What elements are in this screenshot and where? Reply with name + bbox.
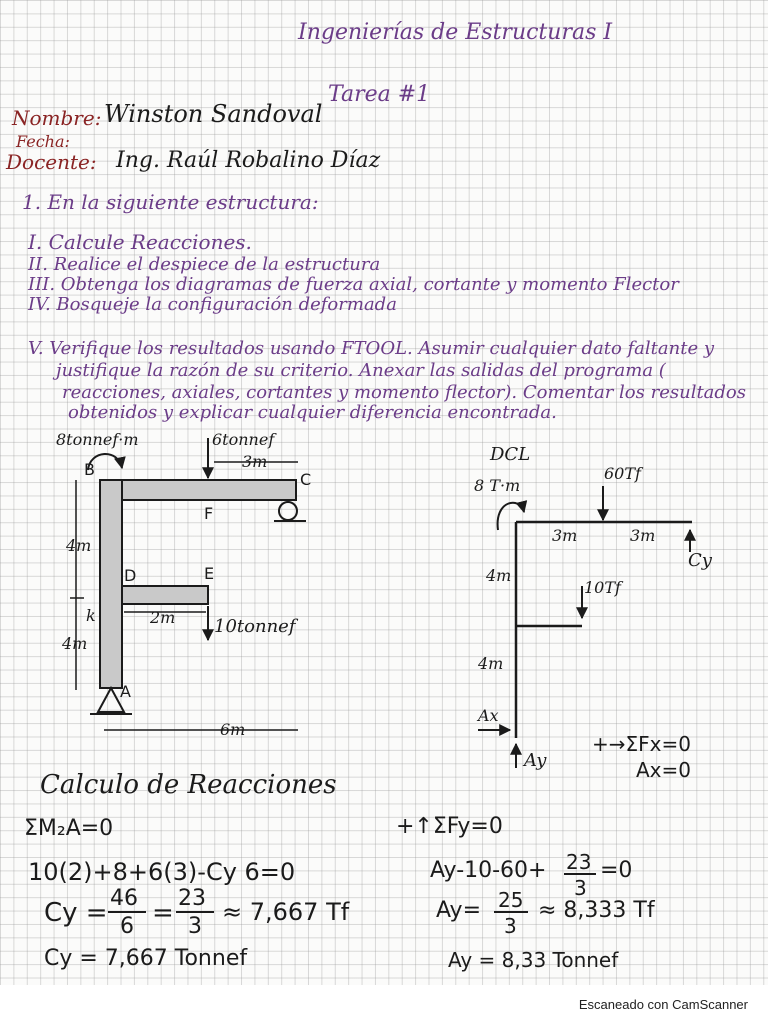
assignment-title: Tarea #1 <box>328 82 431 107</box>
dcl-ay-label: Ay <box>524 750 547 771</box>
node-c: C <box>300 470 312 489</box>
calc-left-eq1: 10(2)+8+6(3)-Cy 6=0 <box>28 858 296 886</box>
problem-item-5c: reacciones, axiales, cortantes y momento flector). Comentar los resultados <box>62 382 747 403</box>
student-name: Winston Sandoval <box>104 100 323 128</box>
node-b: B <box>84 460 95 479</box>
dim-arm: 2m <box>150 608 176 627</box>
problem-item-4: IV. Bosqueje la configuración deformada <box>28 294 397 315</box>
dcl-moment-label: 8 T·m <box>474 476 521 495</box>
dcl-dim-left: 3m <box>552 526 578 545</box>
calc-title: Calculo de Reacciones <box>40 770 337 800</box>
calc-right-eq2-den: 3 <box>504 914 517 938</box>
problem-item-2: II. Realice el despiece de la estructura <box>28 254 381 275</box>
course-title: Ingenierías de Estructuras I <box>298 20 613 45</box>
dim-lower-left: 4m <box>62 634 88 653</box>
calc-left-sum: ΣM₂A=0 <box>24 816 114 841</box>
dim-bottom: 6m <box>220 720 246 739</box>
moment-label: 8tonnef·m <box>56 430 139 449</box>
calc-left-result: Cy = 7,667 Tonnef <box>44 946 248 971</box>
dcl-dim-right: 3m <box>630 526 656 545</box>
calc-right-eq2-num: 25 <box>498 888 524 912</box>
calc-left-frac1-num: 46 <box>110 886 138 911</box>
teacher-label: Docente: <box>6 150 97 174</box>
dcl-dim-lower: 4m <box>478 654 504 673</box>
problem-item-1: I. Calcule Reacciones. <box>28 230 252 254</box>
roller-support <box>279 502 297 520</box>
calc-left-frac1-den: 6 <box>120 914 134 939</box>
load-top-label: 6tonnef <box>212 430 275 449</box>
node-e: E <box>204 564 215 583</box>
node-a: A <box>120 682 131 701</box>
calc-left-frac2-den: 3 <box>188 914 202 939</box>
dcl-dim-upper: 4m <box>486 566 512 585</box>
problem-item-5: V. Verifique los resultados usando FTOOL. Asumir cualquier dato faltante y <box>28 338 714 359</box>
dcl-load-top-label: 60Tf <box>604 464 641 483</box>
calc-right-eq1-num: 23 <box>566 850 592 874</box>
dcl-ax-result: Ax=0 <box>636 758 691 782</box>
dcl-ax-label: Ax <box>478 706 499 725</box>
dim-top: 3m <box>242 452 268 471</box>
problem-item-3: III. Obtenga los diagramas de fuerza axial, cortante y momento Flector <box>28 274 679 295</box>
calc-right-eq1-pre: Ay-10-60+ <box>430 858 547 883</box>
calc-left-eq2-lhs: Cy = <box>44 898 108 928</box>
problem-item-5b: justifique la razón de su criterio. Anexar las salidas del programa ( <box>56 360 666 381</box>
teacher-name: Ing. Raúl Robalino Díaz <box>116 148 381 173</box>
scanner-watermark: Escaneado con CamScanner <box>578 997 748 1012</box>
dcl-load-arm-label: 10Tf <box>584 578 621 597</box>
date-label: Fecha: <box>16 132 70 151</box>
calc-right-result: Ay = 8,33 Tonnef <box>448 948 619 972</box>
calc-left-approx: ≈ 7,667 Tf <box>222 898 350 926</box>
calc-left-frac2-num: 23 <box>178 886 206 911</box>
problem-item-5d: obtenidos y explicar cualquier diferencia encontrada. <box>68 402 557 423</box>
dcl-cy-label: Cy <box>688 550 712 571</box>
calc-right-eq1-post: =0 <box>600 858 633 883</box>
calc-right-approx: ≈ 8,333 Tf <box>538 898 655 923</box>
calc-right-eq2-lhs: Ay= <box>436 898 482 923</box>
node-d: D <box>124 566 137 585</box>
calc-right-eq1-den: 3 <box>574 876 587 900</box>
calc-right-sum: +↑ΣFy=0 <box>396 814 503 839</box>
scanner-footer <box>0 985 768 1024</box>
problem-intro: 1. En la siguiente estructura: <box>22 190 319 214</box>
node-f: F <box>204 504 214 523</box>
node-k: k <box>86 606 96 625</box>
calc-left-eq2-eq: = <box>152 898 174 928</box>
dim-upper-left: 4m <box>66 536 92 555</box>
dcl-sum-fx: +→ΣFx=0 <box>592 732 691 756</box>
name-label: Nombre: <box>12 106 102 130</box>
dcl-title: DCL <box>490 444 531 465</box>
load-arm-label: 10tonnef <box>214 616 296 637</box>
